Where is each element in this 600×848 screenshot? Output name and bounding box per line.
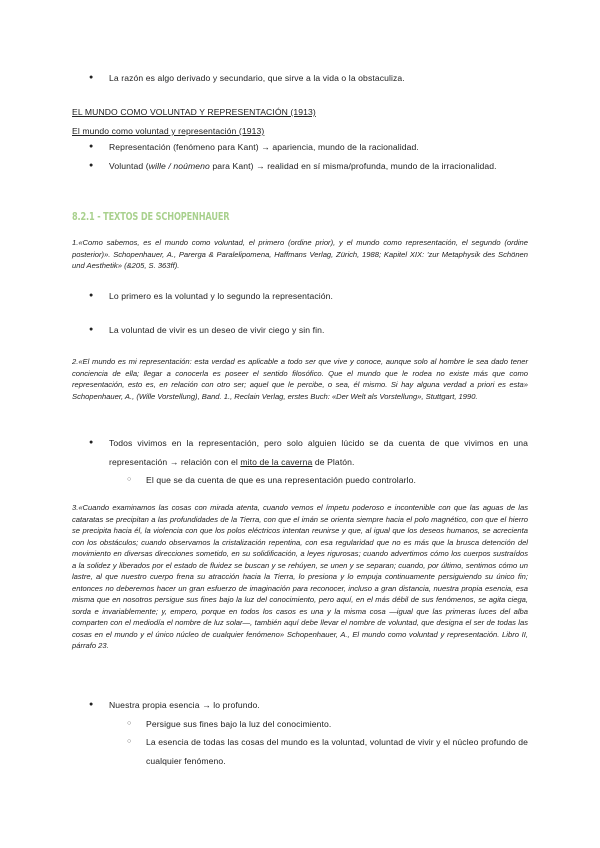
bullet-item xyxy=(72,321,528,340)
bullet-list xyxy=(72,696,528,770)
bullet-icon: ● xyxy=(89,701,94,708)
bullet-emphasis: wille / noúmeno xyxy=(148,160,210,171)
bullet-icon: ● xyxy=(89,143,94,150)
sub-bullet-item xyxy=(72,733,528,770)
bullet-icon: ● xyxy=(89,326,94,333)
heading-caps: EL MUNDO COMO VOLUNTAD Y REPRESENTACIÓN (1913) xyxy=(72,107,316,117)
bullet-icon: ● xyxy=(89,439,94,446)
sub-bullet-text: Persigue sus fines bajo la luz del conocimiento. xyxy=(146,718,332,729)
circle-bullet-icon: ○ xyxy=(127,738,132,745)
circle-bullet-icon: ○ xyxy=(127,476,132,483)
sub-bullet-item xyxy=(72,715,528,734)
bullet-text: La razón es algo derivado y secundario, que sirve a la vida o la obstaculiza. xyxy=(109,73,405,83)
bullet-item xyxy=(72,434,528,471)
bullet-text: Representación (fenómeno para Kant) → apariencia, mundo de la racionalidad. xyxy=(109,142,419,152)
bullet-text: para Kant) → realidad en sí misma/profunda, mundo de la irracionalidad. xyxy=(209,160,497,171)
bullet-icon: ● xyxy=(89,292,94,299)
bullet-item xyxy=(72,157,528,176)
bullet-list xyxy=(72,138,528,175)
bullet-item xyxy=(72,69,528,88)
mito-caverna-link[interactable]: mito de la caverna xyxy=(240,456,313,467)
bullet-item xyxy=(72,696,528,715)
bullet-icon: ● xyxy=(89,161,94,169)
bullet-item xyxy=(72,287,528,306)
bullet-text: Voluntad ( xyxy=(109,160,149,171)
bullet-text: de Platón. xyxy=(312,456,355,467)
heading-block xyxy=(72,103,528,141)
quote-3: 3.«Cuando examinamos las cosas con mirada atenta, cuando vemos el ímpetu poderoso e incontenible con que las aguas de las cataratas se precipitan a las profundidades de la Tierra, con que el imán se orienta siempre hacia el polo magnético, con que el hierro se precipita hacia él, la violencia con que los polos eléctricos intentan reunirse y que, al igual que los deseos humanos, se acrecienta con los obstáculos; cuando observamos la cristalización repentina, con esa regularidad que no es más que la brusca detención del movimiento en diversas direcciones sometido, en su solidificación, a leyes rigurosas; cuando advertimos cómo los cuerpos sustraídos a la solidez y liberados por el estado de fluidez se buscan y se rehúyen, se unen y se separan; cuando, por último, sentimos cómo un lastre, al que nuestro cuerpo frena su atracción hacia la Tierra, lo presiona y lo empuja continuamente persiguiendo su único fin; entonces no deberemos hacer un gran esfuerzo de imaginación para reconocer, incluso a gran distancia, nuestra propia esencia, esa misma que en nosotros persigue sus fines bajo la luz del conocimiento, pero aquí, en el más débil de sus fenómenos, se agita ciega, sorda e invariablemente; y, empero, porque en todos los casos es una y la misma cosa —igual que las primeras luces del alba comparten con el mediodía el nombre de luz solar—, también aquí debe llevar el nombre de voluntad, que designa el ser de todas las cosas en el mundo y el único núcleo de cualquier fenómeno» Schopenhauer, A., El mundo como voluntad y representación. Libro II, párrafo 23. xyxy=(72,503,528,650)
circle-bullet-icon: ○ xyxy=(127,719,132,727)
heading-sub: El mundo como voluntad y representación (1913) xyxy=(72,126,265,136)
bullet-text: Lo primero es la voluntad y lo segundo la representación. xyxy=(109,291,334,301)
quote-1: 1.«Como sabemos, es el mundo como voluntad, el primero (ordine prior), y el mundo como representación, el segundo (ordine posterior)». Schopenhauer, A., Parerga & Paralelipomena, Haffmans Verlag, Zürich, 1988; Kapitel XIX: 'zur Metaphysik des Schönen und Aesthetik» (&205, S. 363ff). xyxy=(72,238,528,270)
sub-bullet-text: El que se da cuenta de que es una representación puedo controlarlo. xyxy=(146,475,416,485)
bullet-icon: ● xyxy=(89,74,94,81)
bullet-item xyxy=(72,138,528,157)
bullet-text: La voluntad de vivir es un deseo de vivir ciego y sin fin. xyxy=(109,325,325,335)
bullet-text: Todos vivimos en la representación, pero solo alguien lúcido se da cuenta de que vivimos en una representación → relación con el xyxy=(109,438,528,467)
section-heading: 8.2.1 - TEXTOS DE SCHOPENHAUER xyxy=(72,211,230,223)
quote-2: 2.«El mundo es mi representación: esta verdad es aplicable a todo ser que vive y conoce, aunque solo al hombre le sea dado tener conciencia de ella; llegar a conocerla es poseer el sentido filosófico. Que el mundo que le rodea no existe más que como representación, esto es, en relación con otro ser; aquel que le percibe, o sea, él mismo. Si hay alguna verdad a priori es esta» Schopenhauer, A., (Wille Vorstellung), Band. 1., Reclain Verlag, erstes Buch: «Der Welt als Vorstellung», Stuttgart, 1990. xyxy=(72,357,528,401)
sub-bullet-text: La esencia de todas las cosas del mundo es la voluntad, voluntad de vivir y el núcleo profundo de cualquier fenómeno. xyxy=(146,737,528,766)
sub-bullet-item xyxy=(72,471,528,490)
bullet-list xyxy=(72,434,528,490)
bullet-text: Nuestra propia esencia → lo profundo. xyxy=(109,700,260,710)
